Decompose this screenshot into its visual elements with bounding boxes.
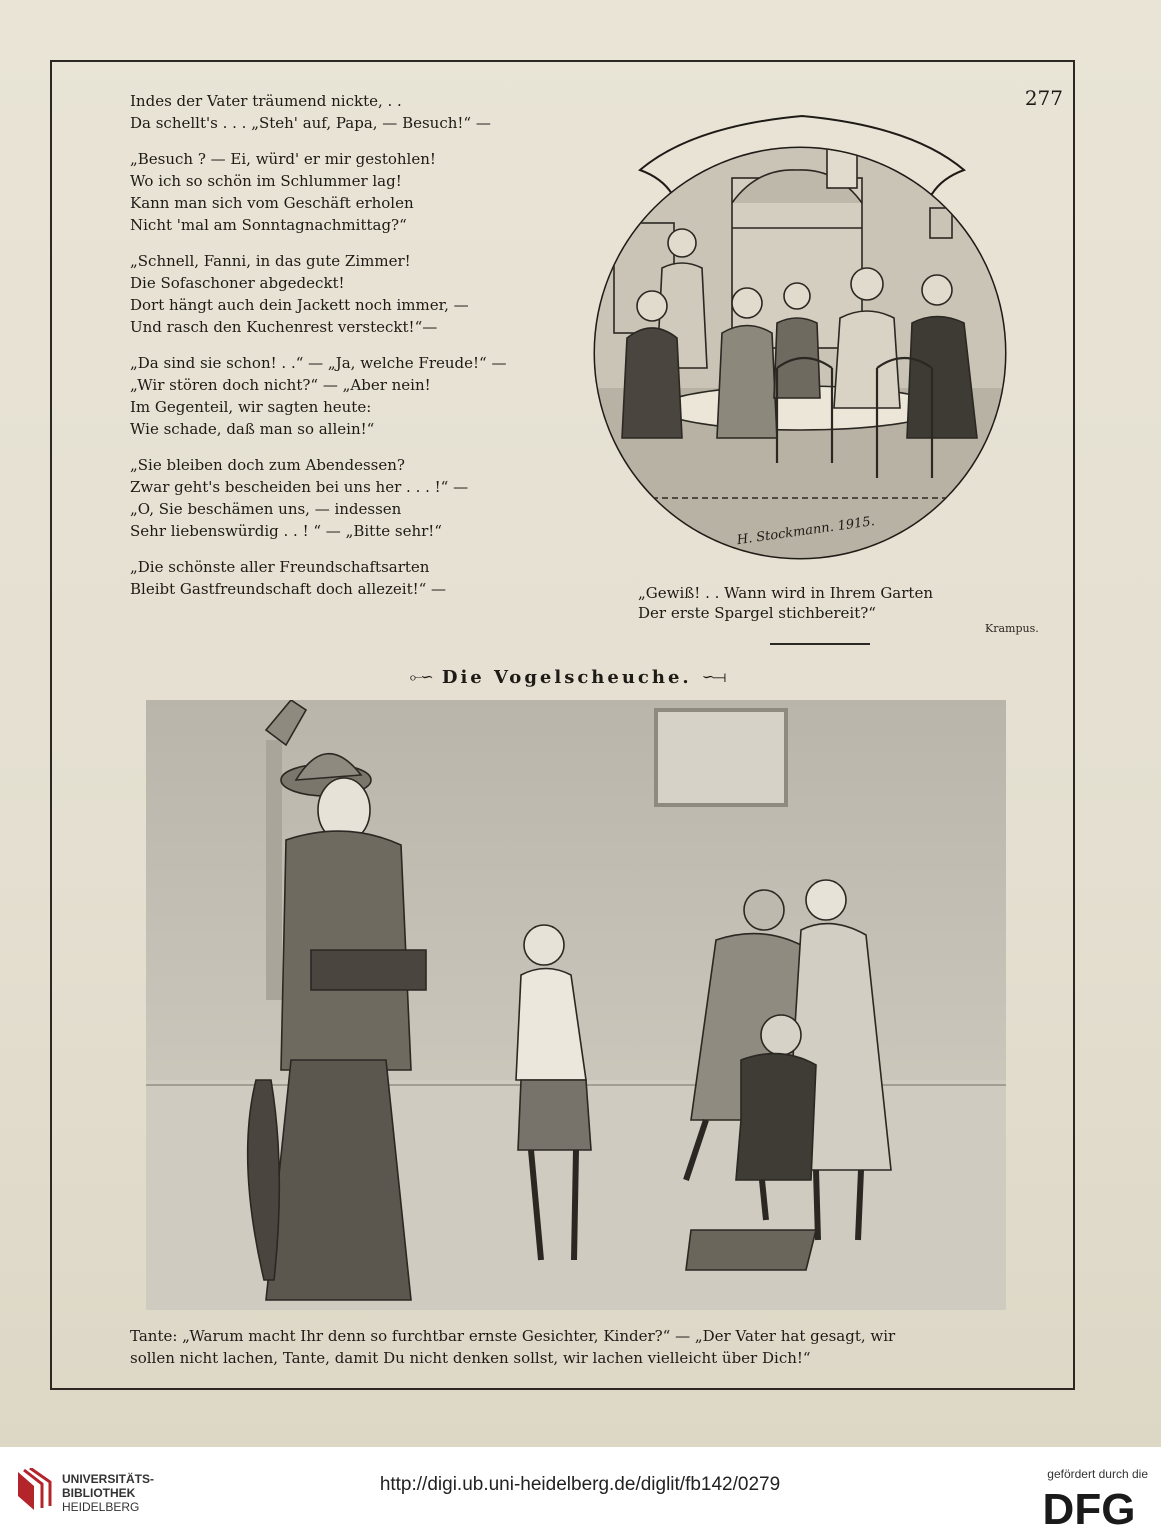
poem-line: „Da sind sie schon! . .“ — „Ja, welche Freude!“ — — [130, 354, 507, 372]
library-name — [62, 1472, 154, 1514]
poem-stanza — [130, 556, 570, 600]
flourish-right-icon: ∽⟞ — [701, 667, 725, 686]
poem-line: „Wir stören doch nicht?“ — „Aber nein! — [130, 376, 431, 394]
poem-line: Und rasch den Kuchenrest versteckt!“— — [130, 318, 438, 336]
vignette-caption-line: Der erste Spargel stichbereit?“ — [638, 604, 876, 622]
illustration-caption-line: Tante: „Warum macht Ihr denn so furchtbar ernste Gesichter, Kinder?“ — „Der Vater hat gesagt, wir — [130, 1327, 896, 1345]
poem-line: Bleibt Gastfreundschaft doch allezeit!“ — — [130, 580, 447, 598]
library-logo-icon — [14, 1468, 54, 1514]
illustration-caption — [130, 1325, 1010, 1369]
funded-by-label: gefördert durch die — [1047, 1467, 1148, 1481]
poem-stanza — [130, 352, 570, 440]
poem-stanza — [130, 90, 570, 134]
poem-line: Sehr liebenswürdig . . ! “ — „Bitte sehr!“ — [130, 522, 442, 540]
divider-rule — [770, 643, 870, 645]
dfg-logo — [1030, 1484, 1148, 1530]
poem-line: „Schnell, Fanni, in das gute Zimmer! — [130, 252, 411, 270]
poem — [130, 90, 570, 614]
source-url-link[interactable]: http://digi.ub.uni-heidelberg.de/diglit/fb142/0279 — [379, 1474, 781, 1495]
poem-stanza — [130, 454, 570, 542]
poem-line: Wo ich so schön im Schlummer lag! — [130, 172, 402, 190]
poem-line: Wie schade, daß man so allein!“ — [130, 420, 375, 438]
poem-line: Nicht 'mal am Sonntagnachmittag?“ — [130, 216, 407, 234]
poem-line: Indes der Vater träumend nickte, . . — [130, 92, 402, 110]
library-name-line: BIBLIOTHEK — [62, 1486, 136, 1500]
poem-line: Da schellt's . . . „Steh' auf, Papa, — Besuch!“ — — [130, 114, 491, 132]
poem-line: „Die schönste aller Freundschaftsarten — [130, 558, 430, 576]
section-title — [392, 664, 742, 690]
library-name-line: HEIDELBERG — [62, 1500, 140, 1514]
page-number: 277 — [1024, 86, 1063, 110]
poem-line: „Sie bleiben doch zum Abendessen? — [130, 456, 405, 474]
dfg-logo-text: DFG — [1042, 1485, 1136, 1530]
poem-line: Die Sofaschoner abgedeckt! — [130, 274, 345, 292]
poem-stanza — [130, 250, 570, 338]
poem-line: Im Gegenteil, wir sagten heute: — [130, 398, 372, 416]
flourish-left-icon: ⟜∽ — [409, 667, 432, 686]
section-title-text: Die Vogelscheuche. — [441, 666, 692, 688]
poem-line: Zwar geht's bescheiden bei uns her . . . !“ — — [130, 478, 469, 496]
vignette-signature: H. Stockmann. 1915. — [735, 514, 876, 549]
poem-line: Dort hängt auch dein Jackett noch immer, — — [130, 296, 469, 314]
poem-line: „O, Sie beschämen uns, — indessen — [130, 500, 402, 518]
poem-stanza — [130, 148, 570, 236]
scarecrow-illustration — [146, 700, 1006, 1310]
library-name-line: UNIVERSITÄTS- — [62, 1472, 155, 1486]
vignette-caption — [638, 583, 978, 623]
poem-line: „Besuch ? — Ei, würd' er mir gestohlen! — [130, 150, 436, 168]
dinner-vignette-illustration — [582, 108, 1022, 563]
vignette-caption-line: „Gewiß! . . Wann wird in Ihrem Garten — [638, 584, 933, 602]
author-credit: Krampus. — [985, 622, 1039, 635]
illustration-caption-line: sollen nicht lachen, Tante, damit Du nicht denken sollst, wir lachen vielleicht über Dich!“ — [130, 1349, 811, 1367]
poem-line: Kann man sich vom Geschäft erholen — [130, 194, 414, 212]
